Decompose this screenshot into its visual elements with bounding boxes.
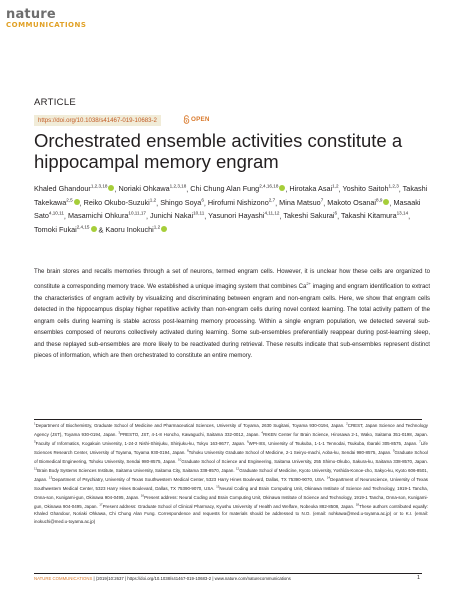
footnote-number: 7	[419, 439, 421, 444]
author-affiliation: 1,2	[153, 224, 161, 230]
footnote-number: 5	[34, 439, 36, 444]
footnote-text: Department of Biochemistry, Graduate School of Medicine and Pharmaceutical Sciences, University of Toyama, 2630 Sugitani, Toyama 930-0194, Japan.	[35, 423, 347, 429]
logo-line-2: COMMUNICATIONS	[6, 21, 87, 29]
author-name[interactable]: Noriaki Ohkawa	[118, 184, 170, 194]
author	[341, 211, 408, 220]
footnote-number: 4	[261, 430, 264, 435]
author-affiliation: 1,2,3,18	[169, 184, 187, 189]
author-name[interactable]: Makoto Osanai	[327, 197, 377, 207]
footnote-text: Graduate School of Medicine, Kyoto University, Yoshida-Konoe-cho, Sakyo-ku, Kyoto 606-8501, Japan.	[34, 468, 428, 483]
footnote-text: WPI-IIIS, University of Tsukuba, 1-1-1 Tennodai, Tsukuba, Ibaraki 305-8575, Japan.	[248, 441, 420, 447]
footnote-number: 10	[177, 457, 182, 462]
author-name[interactable]: Junichi Nakai	[149, 211, 194, 221]
orcid-icon[interactable]	[74, 199, 80, 205]
author-affiliation: 2,4,16,18	[259, 184, 279, 189]
email-link-1[interactable]: nohkawa@med.u-toyama.ac.jp	[328, 511, 390, 517]
author	[283, 211, 337, 220]
author	[34, 225, 97, 234]
author-affiliation: 1,2,3,18	[90, 184, 108, 189]
author-name[interactable]: Tomoki Fukai	[34, 224, 77, 234]
author	[190, 184, 285, 193]
author	[105, 225, 167, 234]
doi-row	[34, 115, 161, 125]
orcid-icon[interactable]	[279, 185, 285, 191]
author	[279, 198, 323, 207]
author-affiliation: 6	[201, 197, 204, 203]
footnote-number: 9	[392, 448, 395, 453]
author	[289, 184, 338, 193]
footnote-text: Neural Coding and Brain Computing Unit, Okinawa Institute of Science and Technology, 1919-1 Tancha, Onna-son, Kunigami-gun, Okinawa 904-0495, Japan.	[34, 486, 428, 500]
open-access-label: OPEN	[191, 116, 210, 123]
orcid-icon[interactable]	[91, 226, 97, 232]
author	[150, 211, 204, 220]
abstract-superscript: 2+	[306, 281, 311, 287]
affiliations	[34, 421, 428, 525]
author	[84, 198, 156, 207]
author-list: Khaled Ghandour$^{1,2,3,18}$ , Noriaki Ohkawa$^{1,2,3,18}$, Chi Chung Alan Fung$^{2,4,16,18}$ , Hirotaka Asai$^{1,2}$, Yoshito Saitoh$^{1,2,3}$, Takashi Takekawa$^{2,5}$ , Reiko Okubo-Suzuki$^{1,2}$, Shingo Soya$^6$, Hirofumi Nishizono$^{2,7}$, Mina Matsuo$^7$, Makoto Osanai$^{8,9}$ , Masaaki Sato$^{4,10,11}$, Masamichi Ohkura$^{10,11,17}$, Junichi Nakai$^{10,11}$, Yasunori Hayashi$^{4,11,12}$, Takeshi Sakurai$^6$, Takashi Kitamura$^{13,14}$, Tomoki Fukai$^{2,4,15}$ & Kaoru Inokuchi$^{1,2}$	[34, 184, 428, 234]
author-name[interactable]: Chi Chung Alan Fung	[190, 184, 260, 194]
footnote-text: Department of Neuroscience, University of Texas Southwestern Medical Center, 5323 Harry Hines Boulevard, Dallas, TX 75390-9070, USA.	[34, 477, 428, 492]
footnote-number: 17	[99, 502, 103, 507]
open-access-icon	[183, 115, 190, 124]
author-name[interactable]: Hirotaka Asai	[289, 184, 333, 194]
author	[118, 184, 186, 193]
footnote-number: 15	[216, 484, 220, 489]
footnote-text: CREST, Japan Science and Technology Agency (JST), Toyama 930-0194, Japan.	[34, 423, 428, 438]
footer-divider	[34, 573, 422, 574]
footnote-number: 2	[346, 422, 348, 426]
email-link-2[interactable]: inokuchi@med.u-toyama.ac.jp	[34, 518, 94, 524]
page-number: 1	[417, 575, 421, 581]
author-affiliation: 7	[320, 197, 324, 203]
author-affiliation: 13,14	[396, 211, 409, 216]
author-affiliation: 2,4,15	[76, 224, 90, 230]
footnote-divider	[34, 419, 422, 420]
author-affiliation: 1,2	[332, 184, 339, 189]
abstract-text-2: imaging and engram identification to extract the characteristics of engram activity by visualizing and discriminating between engram and non-engram cells. Here, we show that engram cells detected in the hippocampus display higher repetitive activity than non-engram cells during novel context learning. The total activity pattern of the engram cells during learning is stable across post-learning memory processing. Within a single engram population, we detected several sub-ensembles composed of neurons collectively activated during learning. Some sub-ensembles preferentially reappear during post-learning sleep, and these replayed sub-ensembles are more likely to be reactivated during retrieval. These results indicate that sub-ensembles represent distinct pieces of information, which are then orchestrated to constitute an entire memory.	[34, 284, 431, 360]
footnote-text: Faculty of Informatics, Kogakuin University, 1-24-2 Nishi-Shinjuku, Shinjuku-ku, Tokyo 163-8677, Japan.	[35, 441, 247, 447]
author	[208, 211, 279, 220]
author-name[interactable]: Mina Matsuo	[279, 197, 321, 207]
page-footer	[34, 576, 422, 581]
footnote-text: PRESTO, JST, 4-1-8 Honcho, Kawaguchi, Saitama 332-0012, Japan.	[120, 432, 262, 438]
author-affiliation: 2,5	[66, 197, 73, 203]
doi-link[interactable]: https://doi.org/10.1038/s41467-019-10683-2	[34, 115, 161, 126]
author-name[interactable]: Masamichi Ohkura	[67, 211, 129, 221]
author	[327, 198, 389, 207]
article-type-label: ARTICLE	[34, 97, 77, 108]
author-name[interactable]: Kaoru Inokuchi	[105, 224, 154, 234]
footnote-text: Graduate School of Biomedical Engineering, Tohoku University, Sendai 980-8575, Japan.	[34, 450, 429, 465]
author	[160, 198, 204, 207]
author-affiliation: 4,11,12	[264, 211, 280, 216]
footnote-number: 14	[326, 475, 331, 480]
footnote-text: Present address: Graduate School of Clinical Pharmacy, Kyushu University of Health and Welfare, Nobeoka 882-8508, Japan.	[102, 503, 356, 509]
author-affiliation: 6	[334, 211, 338, 216]
orcid-icon[interactable]	[383, 199, 389, 205]
footnote-number: 16	[140, 493, 145, 498]
footnote-text: Present address: Neural Coding and Brain Computing Unit, Okinawa Institute of Science and Technology, 1919-1 Tancha, Onna-son, Kunigami-gun, Okinawa 904-0495, Japan.	[34, 494, 428, 509]
author-name[interactable]: Hirofumi Nishizono	[207, 197, 269, 207]
email-connector: ) or to K.I. (email:	[389, 511, 428, 517]
author-affiliation: 10,11,17	[128, 211, 146, 216]
abstract-text-1: The brain stores and recalls memories through a set of neurons, termed engram cells. However, it is unclear how these cells are organized to constitute a corresponding memory trace. We established a unique imaging system that combines Ca	[34, 269, 430, 291]
footer-journal: NATURE COMMUNICATIONS	[34, 576, 93, 581]
footnote-number: 13	[48, 475, 53, 480]
footnote-text: Life Sciences Research Center, University of Toyama, Toyama 930-0194, Japan.	[34, 441, 428, 456]
footnote-number: 8	[187, 448, 189, 453]
footnote-text: Tohoku University Graduate School of Medicine, 2-1 Seiryo-machi, Aoba-ku, Sendai 980-8575, Japan.	[188, 450, 393, 456]
footnote-number: 6	[247, 439, 249, 444]
author-name[interactable]: Yoshito Saitoh	[342, 184, 389, 194]
footnote-number: 12	[235, 466, 240, 471]
footnote-text: Brain Body Systems Sciences Institute, Saitama University, Saitama City, Saitama 338-8570, Japan.	[37, 468, 236, 474]
footer-text: | (2019)10:2637 | https://doi.org/10.1038/s41467-019-10683-2 | www.nature.com/naturecommunications	[92, 576, 291, 581]
author	[68, 211, 146, 220]
author	[342, 184, 398, 193]
author-name[interactable]: Yasunori Hayashi	[208, 211, 265, 221]
author-affiliation: 8,9	[376, 197, 383, 203]
author	[208, 198, 275, 207]
author-name[interactable]: Takeshi Sakurai	[283, 211, 335, 221]
author-name[interactable]: Reiko Okubo-Suzuki	[83, 197, 150, 207]
footnote-number: 1	[34, 422, 36, 426]
author-affiliation: 2,7	[268, 197, 276, 203]
footnote-text: Department of Psychiatry, University of Texas Southwestern Medical Center, 5323 Harry Hines Boulevard, Dallas, TX 75390-9070, USA.	[52, 477, 327, 483]
orcid-icon[interactable]	[161, 226, 167, 232]
author	[34, 184, 114, 193]
author-name[interactable]: Shingo Soya	[160, 197, 202, 207]
affiliation-list	[34, 423, 428, 516]
logo-line-1: nature	[6, 7, 56, 22]
journal-logo	[6, 7, 87, 34]
footnote-number: 11	[34, 466, 38, 471]
orcid-icon[interactable]	[108, 185, 114, 191]
author-name[interactable]: Masaaki Sato	[34, 197, 421, 221]
abstract	[34, 267, 430, 363]
footnote-text: Graduate School of Science and Engineering, Saitama University, 255 Shimo-Okubo, Sakura-ku, Saitama 338-8570, Japan.	[181, 459, 428, 465]
footnote-number: 3	[118, 430, 121, 435]
author-name[interactable]: Khaled Ghandour	[34, 184, 91, 194]
footnote-text: These authors contributed equally: Khaled Ghandour, Noriaki Ohkawa, Chi Chung Alan Fung. Correspondence and requests for materials should be addressed to N.O. (email:	[34, 503, 428, 517]
author-affiliation: 10,11	[193, 211, 205, 216]
article-title: Orchestrated ensemble activities constitute a hippocampal memory engram	[34, 130, 403, 172]
author-affiliation: 1,2,3	[388, 184, 399, 189]
author-name[interactable]: Takashi Takekawa	[34, 184, 428, 207]
email-close: )	[93, 518, 96, 524]
author-name[interactable]: Takashi Kitamura	[341, 211, 397, 221]
footnote-text: RIKEN Center for Brain Science, Hirosawa 2-1, Wako, Saitama 351-0198, Japan.	[263, 432, 429, 438]
footnote-number: 18	[355, 502, 360, 507]
author-affiliation: 4,10,11	[48, 211, 64, 216]
author-affiliation: 1,2	[149, 197, 157, 203]
